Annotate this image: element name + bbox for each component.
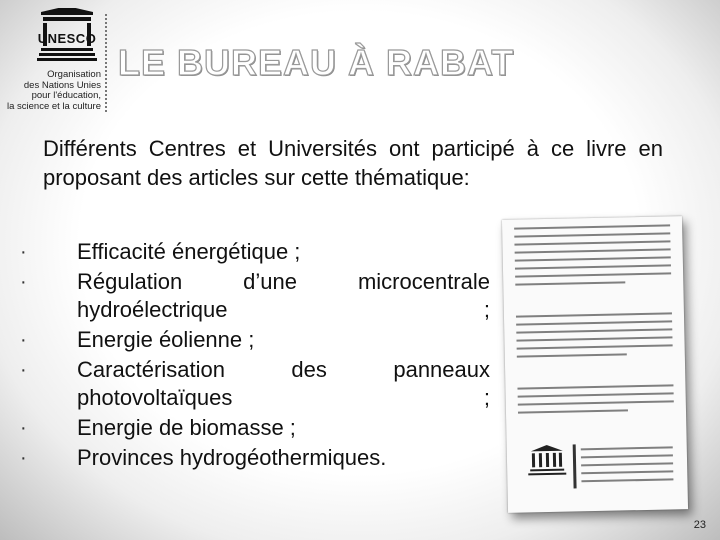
page-text-line <box>581 470 673 474</box>
page-text-line <box>517 384 673 389</box>
logo-divider <box>105 14 107 112</box>
slide-title: LE BUREAU À RABAT <box>118 42 515 83</box>
page-text-line <box>581 454 673 458</box>
page-text-line <box>514 240 670 245</box>
page-text-line <box>516 328 672 333</box>
page-number: 23 <box>693 519 706 531</box>
page-text-line <box>515 248 671 253</box>
page-text-line <box>515 281 625 285</box>
page-text-line <box>517 344 673 349</box>
book-page-image <box>502 216 688 513</box>
page-divider-bar <box>573 444 577 488</box>
bullet-item: · Régulation d’une microcentrale hydroélectrique ; <box>20 268 490 324</box>
page-text-line <box>517 353 627 357</box>
page-text-line <box>515 264 671 269</box>
unesco-logo <box>5 8 105 113</box>
bullet-item: · Provinces hydrogéothermiques. <box>20 444 490 472</box>
page-text-line <box>518 409 628 413</box>
page-text-line <box>518 392 674 397</box>
page-text-line <box>516 336 672 341</box>
page-text-line <box>515 272 671 277</box>
page-text-line <box>581 462 673 466</box>
page-text-line <box>514 232 670 237</box>
unesco-emblem-icon <box>527 445 568 480</box>
page-text-line <box>518 400 674 405</box>
bullet-item: · Energie de biomasse ; <box>20 414 490 442</box>
page-text-line <box>581 446 673 450</box>
intro-paragraph: Différents Centres et Universités ont participé à ce livre en proposant des articles sur cette thématique: <box>43 136 663 190</box>
logo-caption: Organisation des Nations Unies pour l'éducation, la science et la culture <box>7 69 101 112</box>
svg-text:UNESCO: UNESCO <box>37 31 97 46</box>
bullet-item: · Caractérisation des panneaux photovoltaïques ; <box>20 356 490 412</box>
page-text-line <box>514 224 670 229</box>
page-text-line <box>516 312 672 317</box>
page-text-line <box>516 320 672 325</box>
bullet-list <box>20 238 490 474</box>
page-text-line <box>581 478 673 482</box>
unesco-temple-icon <box>5 8 105 68</box>
bullet-item: · Energie éolienne ; <box>20 326 490 354</box>
page-text-line <box>515 256 671 261</box>
bullet-item: · Efficacité énergétique ; <box>20 238 490 266</box>
